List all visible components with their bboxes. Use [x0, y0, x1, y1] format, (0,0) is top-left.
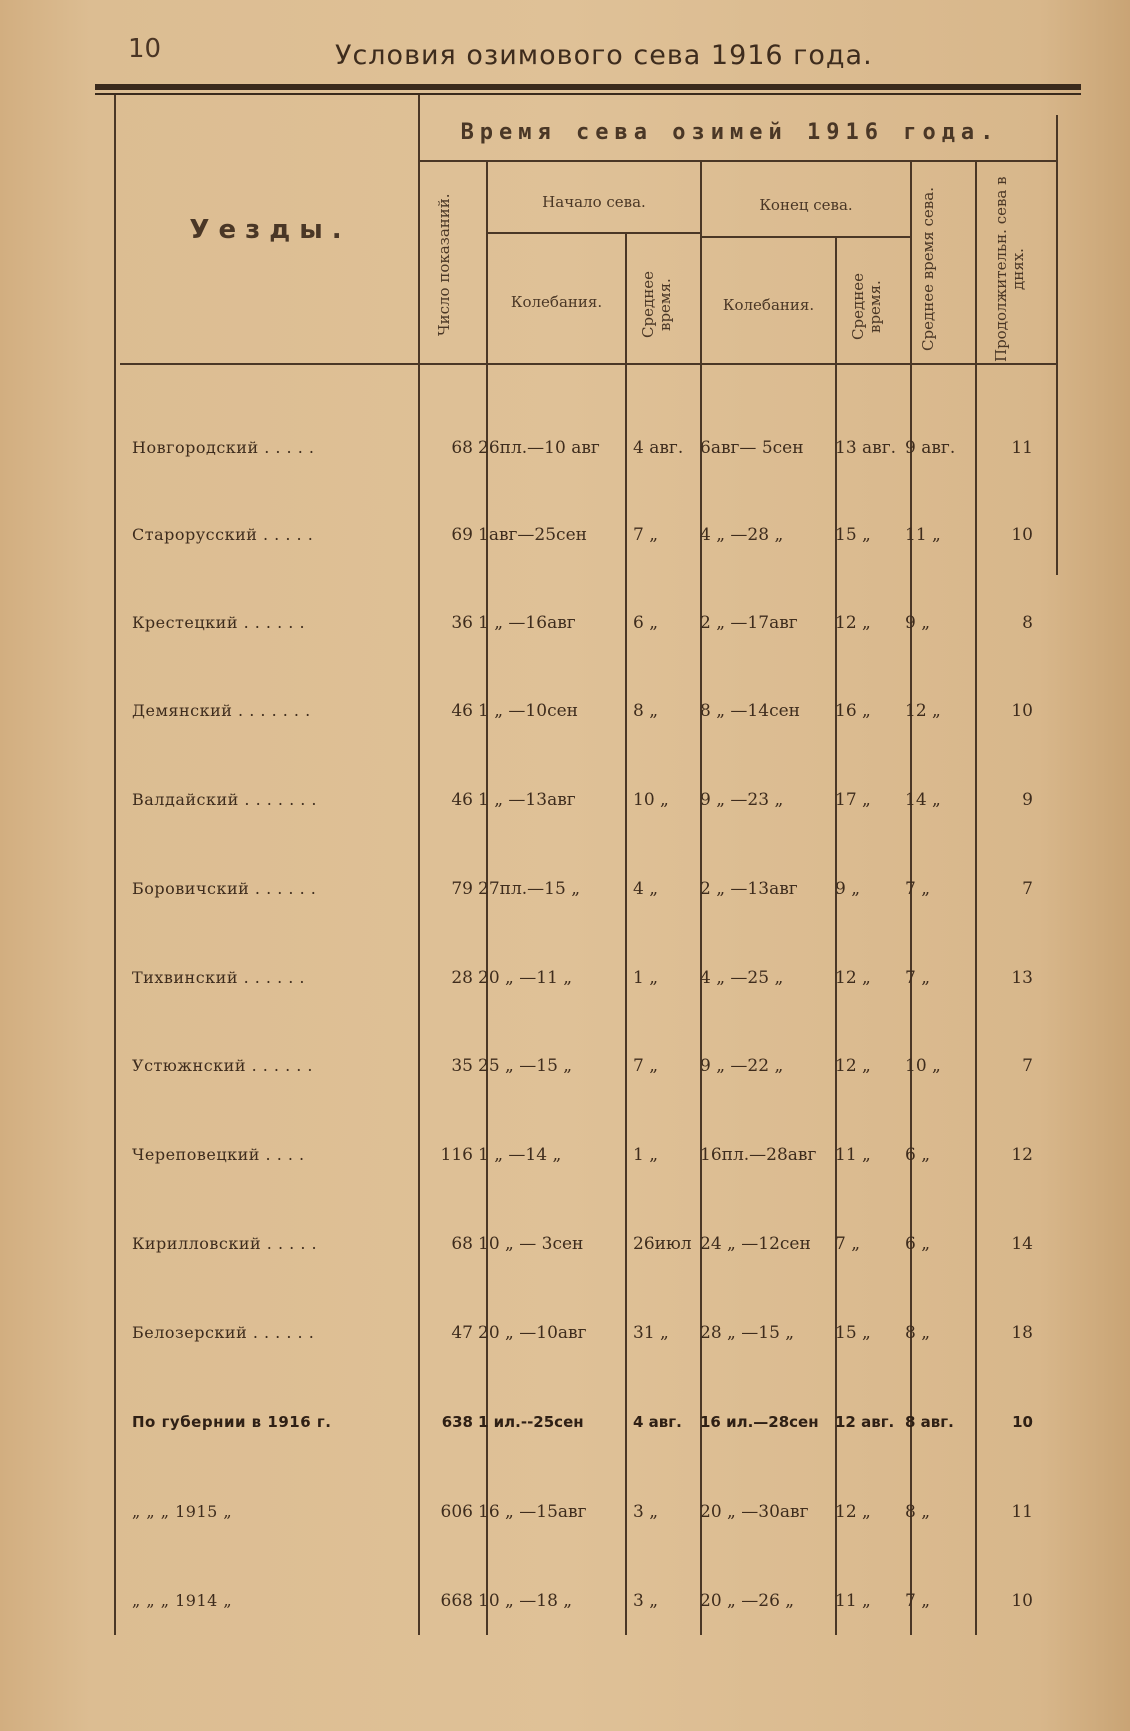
duration-header: Продолжительн. сева в днях.: [992, 176, 1027, 362]
avg-sowing-header: Среднее время сева.: [919, 187, 937, 351]
row-name: Белозерский . . . . . .: [132, 1323, 315, 1342]
row-end-avg: 12 авг.: [835, 1413, 895, 1431]
row-end-range: 20 „ —26 „: [700, 1591, 795, 1611]
row-end-range: 16 ил.—28сен: [700, 1413, 819, 1431]
row-end-range: 4 „ —25 „: [700, 968, 784, 988]
row-name: „ „ „ 1915 „: [132, 1502, 233, 1521]
row-start-avg: 4 авг.: [633, 1413, 682, 1431]
row-name: По губернии в 1916 г.: [132, 1413, 332, 1431]
row-duration: 11: [1011, 438, 1033, 458]
uezdy-header: Уезды.: [189, 215, 351, 245]
row-start-range: 20 „ —10авг: [478, 1323, 587, 1343]
header-divider-time: [420, 160, 1056, 162]
row-count: 116: [440, 1145, 473, 1165]
row-start-range: 10 „ — 3сен: [478, 1234, 584, 1254]
start-avg-header: Среднее время.: [639, 271, 674, 339]
row-duration: 10: [1011, 525, 1033, 545]
row-avg-sowing: 14 „: [905, 790, 941, 810]
row-end-range: 28 „ —15 „: [700, 1323, 795, 1343]
top-rule: [95, 84, 1081, 90]
row-name: Новгородский . . . . .: [132, 438, 315, 457]
end-avg-header: Среднее время.: [849, 273, 884, 341]
row-start-range: 10 „ —18 „: [478, 1591, 573, 1611]
row-count: 68: [451, 1234, 473, 1254]
table-row: [0, 1145, 1130, 1185]
row-count: 36: [451, 613, 473, 633]
row-end-range: 8 „ —14сен: [700, 701, 800, 721]
row-end-range: 20 „ —30авг: [700, 1502, 809, 1522]
row-start-avg: 8 „: [633, 701, 659, 721]
row-start-avg: 6 „: [633, 613, 659, 633]
row-start-avg: 31 „: [633, 1323, 669, 1343]
row-avg-sowing: 7 „: [905, 1591, 931, 1611]
row-start-avg: 7 „: [633, 1056, 659, 1076]
table-row: [0, 1323, 1130, 1363]
row-avg-sowing: 9 авг.: [905, 438, 956, 458]
row-end-avg: 16 „: [835, 701, 871, 721]
row-count: 28: [451, 968, 473, 988]
table-row: [0, 968, 1130, 1008]
row-avg-sowing: 7 „: [905, 968, 931, 988]
row-end-range: 4 „ —28 „: [700, 525, 784, 545]
row-name: Боровичский . . . . . .: [132, 879, 317, 898]
row-start-avg: 3 „: [633, 1591, 659, 1611]
row-duration: 10: [1011, 701, 1033, 721]
row-count: 668: [440, 1591, 473, 1611]
row-name: Череповецкий . . . .: [132, 1145, 305, 1164]
row-end-avg: 15 „: [835, 525, 871, 545]
start-range-header: Колебания.: [510, 293, 603, 311]
table-row: [0, 438, 1130, 478]
row-end-avg: 11 „: [835, 1145, 871, 1165]
row-name: Демянский . . . . . . .: [132, 701, 311, 720]
column-divider-uezdy: [418, 95, 420, 1635]
row-start-range: 1 „ —13авг: [478, 790, 576, 810]
top-rule-thin: [95, 93, 1081, 95]
row-avg-sowing: 8 „: [905, 1502, 931, 1522]
row-duration: 7: [1022, 1056, 1033, 1076]
row-start-range: 27пл.—15 „: [478, 879, 581, 899]
row-count: 35: [451, 1056, 473, 1076]
row-start-range: 25 „ —15 „: [478, 1056, 573, 1076]
row-avg-sowing: 9 „: [905, 613, 931, 633]
row-end-range: 2 „ —13авг: [700, 879, 798, 899]
table-row-total: [0, 1413, 1130, 1453]
row-name: Старорусский . . . . .: [132, 525, 314, 544]
table-row: [0, 1502, 1130, 1542]
row-end-avg: 15 „: [835, 1323, 871, 1343]
row-start-avg: 1 „: [633, 1145, 659, 1165]
row-name: Устюжнский . . . . . .: [132, 1056, 314, 1075]
row-end-avg: 12 „: [835, 968, 871, 988]
row-count: 638: [441, 1413, 473, 1431]
row-end-range: 9 „ —22 „: [700, 1056, 784, 1076]
row-start-avg: 7 „: [633, 525, 659, 545]
row-end-range: 16пл.—28авг: [700, 1145, 817, 1165]
row-end-avg: 9 „: [835, 879, 861, 899]
row-start-avg: 26июл: [633, 1234, 692, 1254]
row-end-avg: 12 „: [835, 1502, 871, 1522]
row-name: Кирилловский . . . . .: [132, 1234, 318, 1253]
row-count: 79: [451, 879, 473, 899]
row-start-range: 1 „ —16авг: [478, 613, 576, 633]
row-start-range: 1 „ —10сен: [478, 701, 578, 721]
row-duration: 9: [1022, 790, 1033, 810]
row-avg-sowing: 6 „: [905, 1145, 931, 1165]
row-name: Валдайский . . . . . . .: [132, 790, 318, 809]
page-title: Условия озимового сева 1916 года.: [335, 40, 873, 71]
row-avg-sowing: 12 „: [905, 701, 941, 721]
row-name: „ „ „ 1914 „: [132, 1591, 233, 1610]
end-header: Конец сева.: [759, 196, 853, 214]
row-start-range: 16 „ —15авг: [478, 1502, 587, 1522]
header-divider-end: [702, 236, 910, 238]
row-count: 47: [451, 1323, 473, 1343]
row-count: 606: [440, 1502, 473, 1522]
page-number: 10: [128, 34, 162, 64]
table-left-border: [114, 95, 116, 1635]
count-header: Число показаний.: [435, 193, 453, 337]
end-range-header: Колебания.: [722, 296, 815, 314]
row-duration: 7: [1022, 879, 1033, 899]
row-avg-sowing: 8 авг.: [905, 1413, 954, 1431]
table-row: [0, 1591, 1130, 1631]
row-duration: 11: [1011, 1502, 1033, 1522]
table-row: [0, 1056, 1130, 1096]
table-row: [0, 701, 1130, 741]
table-row: [0, 790, 1130, 830]
row-start-avg: 10 „: [633, 790, 669, 810]
row-duration: 12: [1011, 1145, 1033, 1165]
row-avg-sowing: 10 „: [905, 1056, 941, 1076]
row-start-avg: 1 „: [633, 968, 659, 988]
row-start-range: 20 „ —11 „: [478, 968, 573, 988]
row-duration: 8: [1022, 613, 1033, 633]
row-end-range: 6авг— 5сен: [700, 438, 804, 458]
row-count: 46: [451, 701, 473, 721]
row-start-avg: 3 „: [633, 1502, 659, 1522]
row-count: 46: [451, 790, 473, 810]
row-end-avg: 7 „: [835, 1234, 861, 1254]
table-row: [0, 613, 1130, 653]
row-avg-sowing: 8 „: [905, 1323, 931, 1343]
row-end-range: 9 „ —23 „: [700, 790, 784, 810]
row-start-avg: 4 авг.: [633, 438, 684, 458]
row-end-avg: 17 „: [835, 790, 871, 810]
table-row: [0, 525, 1130, 565]
header-divider-start: [488, 232, 700, 234]
row-start-range: 1 ил.--25сен: [478, 1413, 584, 1431]
row-end-avg: 11 „: [835, 1591, 871, 1611]
table-right-border: [1056, 115, 1058, 575]
row-count: 69: [451, 525, 473, 545]
row-start-range: 1 „ —14 „: [478, 1145, 562, 1165]
row-duration: 18: [1011, 1323, 1033, 1343]
table-row: [0, 1234, 1130, 1274]
row-duration: 10: [1012, 1413, 1033, 1431]
row-avg-sowing: 11 „: [905, 525, 941, 545]
row-name: Тихвинский . . . . . .: [132, 968, 306, 987]
start-header: Начало сева.: [542, 193, 646, 211]
sowing-time-header: Время сева озимей 1916 года.: [460, 120, 1000, 145]
row-end-avg: 12 „: [835, 1056, 871, 1076]
row-end-avg: 12 „: [835, 613, 871, 633]
page-header: [0, 34, 1130, 84]
row-avg-sowing: 7 „: [905, 879, 931, 899]
row-duration: 14: [1011, 1234, 1033, 1254]
row-count: 68: [451, 438, 473, 458]
row-duration: 13: [1011, 968, 1033, 988]
row-name: Крестецкий . . . . . .: [132, 613, 306, 632]
row-start-range: 1авг—25сен: [478, 525, 587, 545]
row-end-range: 2 „ —17авг: [700, 613, 798, 633]
row-start-avg: 4 „: [633, 879, 659, 899]
row-end-avg: 13 авг.: [835, 438, 897, 458]
row-avg-sowing: 6 „: [905, 1234, 931, 1254]
row-end-range: 24 „ —12сен: [700, 1234, 811, 1254]
row-start-range: 26пл.—10 авг: [478, 438, 600, 458]
table-row: [0, 879, 1130, 919]
row-duration: 10: [1011, 1591, 1033, 1611]
header-bottom-rule: [120, 363, 1056, 365]
